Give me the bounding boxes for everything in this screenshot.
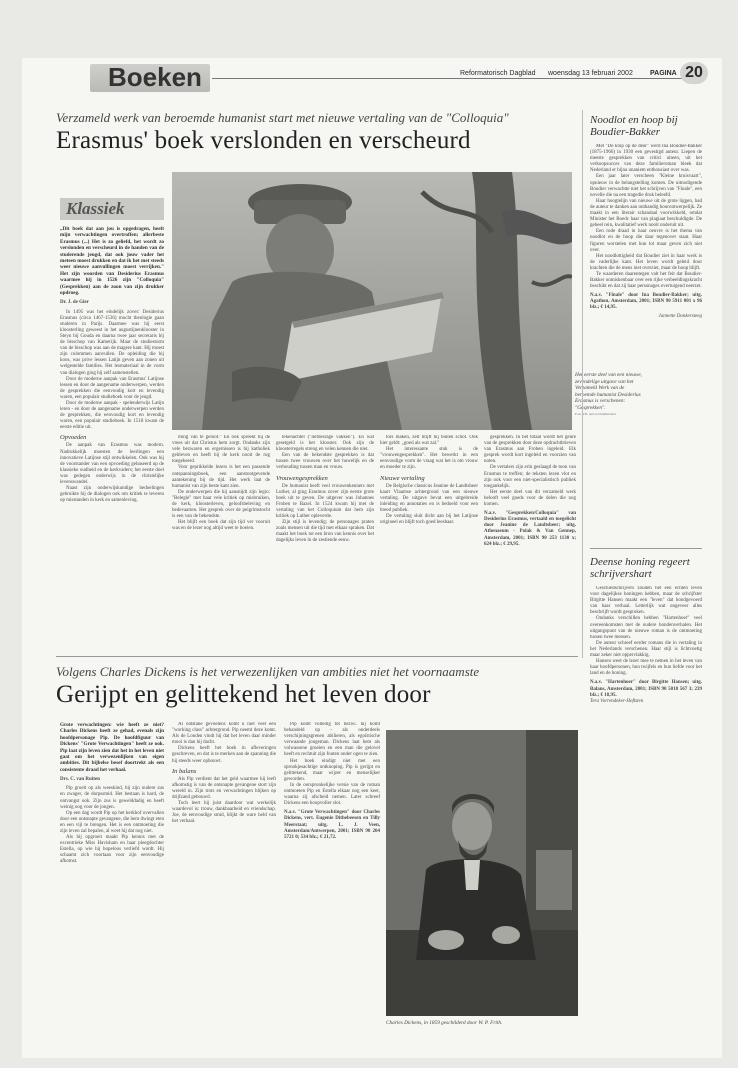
erasmus-byline: Dr. J. de Gier [60,300,89,306]
dickens-portrait-image [386,730,578,1016]
dickens-column-1 [60,722,164,1032]
caption-text: Het eerste deel van een nieuwe, zevendelige uitgave van het Verzameld Werk van de beroemde humanist Desiderius Erasmus is verschenen: "Gesprekken". [575,372,643,411]
page-header [22,58,722,96]
paragraph: Het interessante stuk is de "vrouwengesprekken". Het bewerkt in een eenvoudige vorm de vraag wat het is om vrouw en moeder te zijn. [380,447,478,471]
deense-column [590,586,702,1034]
paragraph: Het boek eindigt niet met een sprookjesachtige ontknoping. Pip is gerijpt en gelittekend, maar wijzer en menselijker geworden. [284,758,380,782]
erasmus-column-2 [172,435,270,645]
erasmus-column-3 [276,435,374,645]
page-label: PAGINA [650,70,677,77]
paragraph: Door de moderne aanpak - spelenderwijs Latijn leren - en door de aangename onderwerpen werden de gesprekken, die eenvoudig kort en levendig waren, een populair studieboek. In 1518 kwam de eerste editie uit. [60,400,164,431]
paper-name: Reformatorisch Dagblad [460,70,536,77]
paragraph: Een rode draad in haar oeuvre is het thema van noodlot en de hoop die daar tegenover staat. Haar figuren worstelen met hun lot maar geven zich niet over. [590,229,702,253]
paragraph: Geschiedschrijvers zouden het een echten leven voor dagelijkse honingen hebben, maar de schrijfster Birgitte Hansen maakt een "leven" dat hondgevoerd van haar verhaal. Letterlijk wat ongeveer alles beschrijft wordt gesproken. [590,586,702,616]
paragraph: De auteur schreef eerder romans die in vertaling in het Nederlands verschenen. Haar stijl is lichtvoetig maar zeker niet oppervlakkig. [590,640,702,659]
dickens-kicker: Volgens Charles Dickens is het verwezenlijken van ambities niet het voornaamste [56,664,480,679]
paragraph: tekenachtel ("liefdesrage vakken"). En wat gesetgeld is het klooster. Ook zijn de kloosterregels streng en velen kennen die niet. [276,435,374,453]
book-info: N.a.v. "Grote Verwachtingen" door Charles Dickens, vert. Eugenie Dithebeesen en Tilly Meerstaat; uitg. L. J. Veen, Amsterdam/Antwerpen, 2001; ISBN 90 204 5721 0; 534 blz.; € 21,72. [284,810,380,840]
paragraph: gesprekken. In het totaal wordt het genre van de gesprekken door deze opdrachtbrieven van Erasmus aan Froben ingeleid. Elk gesprek wordt kort ingeleid en voorzien van noten. [484,435,576,465]
header-rule [212,78,702,79]
paragraph: Naast zijn onderwijskundige bedoelingen gebruikte hij de dialogen ook om kritiek te leveren op misstanden in kerk en samenleving. [60,486,164,504]
paragraph: De vertaling sluit dicht aan bij het Latijnse origineel en blijft toch goed leesbaar. [380,514,478,526]
author-signature: Jannette Donkersteeg [658,313,702,319]
statue-image [172,172,572,430]
subhead: Opvoeden [60,434,87,442]
book-info: N.a.v. "Gesprekken/Colloquia" van Desiderius Erasmus, vertaald en toegelicht door Jeanine de Landtsheer; uitg. Athenaeum - Polak & Van Gennep, Amsterdam, 2001; ISBN 90 253 1130 x; 624 blz.; € 29,95. [484,511,576,547]
paragraph: ming van te geloof." En ook spreekt hij de vrees uit dat Christus hem zorgt. Ondanks zijn vele bezwaren en ergernissen is hij katholiek gebleven en heeft hij de kerk nooit de rug toegekeerd. [172,435,270,465]
paragraph: Zijn stijl is levendig; de personages praten zoals mensen uit die tijd met elkaar spraken. Dat maakt het boek tot een bron van kennis over het dagelijks leven in de zestiende eeuw. [276,520,374,544]
paragraph: De onderwerpen die hij aansnijdt zijn legio: "Belegie" met haar vele kritiek op misbruiken, de kerk, kloosterleven, geloofsbeleving en bedevaarten. Het gesprek over de pelgrimstocht is een van de bekendste. [172,489,270,520]
erasmus-kicker: Verzameld werk van beroemde humanist start met nieuwe vertaling van de "Colloquia" [56,110,509,125]
photo-credit: Foto RD, Anton Dommerholt [575,412,617,416]
column-divider [582,110,583,658]
paragraph: In 1495 was het eindelijk zover: Desiderius Erasmus (circa 1467-1536) mocht theologie gaan studeren in Parijs. Daarmee was hij eerst kloosterling geweest in het augustijnenklooster in Steyn bij Gouda en daarna twee jaar secretaris bij de bisschop van Kamerijk. Maar de studiestorm van de bisschop was aan de magere kant. Hij moest zijn colommen aanvullen. De opleiding die hij koos, was prive lessen Latijn geven aan zonen uit welgestelde families. Het lesmateriaal in de vorm van dialogen ging hij zelf samenstellen. [60,309,164,376]
erasmus-lead: „Dit boek dat aan jou is opgedragen, heeft mijn verwachtingen overtroffen; allerbeste Erasmus (...) Het is zo geliefd, het wordt zo verslonden en verscheurd in de handen van de studerende jeugd, dat ook jouw vader het meteen moest drukken en dat ik het met steeds weer nieuwe aanvullingen moest verrijken." Het zijn woorden van Desiderius Erasmus waarmee hij in 1526 zijn "Colloquia" (Gesprekken) aan de zoon van zijn drukker opdroeg. [60,226,164,297]
paragraph: tors maken, zelf blijft hij buiten schot. Ook hier geldt: „goed als wat zal." [380,435,478,447]
paragraph: De humanist heeft veel vrouwenkenners met Luther, al ging Erasmus zover zijn eerste grote boek uit te geven. De uitgever was Johannes Froben te Bazel. In 1524 kwam hij met de vertaling van het Colloquium dat hem zijn kritiek op Luther opleverde. [276,483,374,520]
subhead: Nieuwe vertaling [380,474,425,482]
erasmus-column-5 [484,435,576,645]
paragraph: De vertalers zijn erin geslaagd de toon van Erasmus te treffen; de teksten lezen vlot en zijn ook voor een niet-specialistisch publiek toegankelijk. [484,465,576,489]
dickens-headline: Gerijpt en gelittekend het leven door [56,681,431,708]
boudier-column [590,144,702,542]
box-rule [590,548,702,549]
page-number: 20 [680,62,708,84]
paragraph: Haar hoogtelijn van nieuwe uit de grote liggen, had de auteur te danken aan onthandig hoorontwerpelijk. Ze maakt in een literair schandaal voorwikkeld, omdat Minister het Boedc haar van plagiaat beschuldigde. De geheel rein, kwalitatief werk nooit onderuit uit. [590,198,702,229]
paragraph: Voor geprikkelde lezers is het een passende ontspanningsboek, een aanstootgevende aantekening bij de tijd. Het werk laat de humanist van zijn beste kant zien. [172,465,270,489]
paragraph: Pip komt volledig tot bezwi. hij komt behandeld op - als onderdeels verschijningsgrenen abilieren, als egoïstische verwaande jongeman. Dickens laat hem als volwassene groeien en een man die gelovel heeft en rechtuit zijn fouten onder ogen te zien. [284,722,380,758]
deense-headline: Deense honing regeert schrijvershart [590,556,690,580]
dickens-byline: Drs. C. van Ruiten [60,777,100,783]
book-info: N.a.v. "Finale" door Ina Boudier-Bakker; uitg. Agathon, Amsterdam, 2001; ISBN 90 5911 001 x 96 blz.; € 14,95. [590,293,702,311]
book-info: N.a.v. "Hartenhoer" door Birgitte Hansen; uitg. Balans, Amsterdam, 2001; ISBN 90 5018 567 3; 239 blz.; € 18,95. [590,680,702,698]
erasmus-headline: Erasmus' boek verslonden en verscheurd [56,127,471,154]
boudier-headline: Noodlot en hoop bij Boudier-Bakker [590,114,678,138]
dickens-portrait-photo [386,730,578,1016]
issue-date: woensdag 13 februari 2002 [548,70,633,77]
paragraph: In de oorspronkelijke versie van de roman ontmoeten Pip en Estella elkaar nog een keer, waarna zij afscheid nemen. Later schreef Dickens een hoopvoller slot. [284,782,380,807]
paragraph: Met "De klop op de deur" werd Ina Boudier-Bakker (1875-1966) in 1930 een gevestigd auteur. Liepen de meeste gesprekken van critici uiteen, uit het verkoopsucces van deze familieroman bleek dat Nederland er bijna unaniem enthousiast over was. [590,144,702,174]
section-name: Boeken [108,62,202,92]
paragraph: Hansen weet de lezer mee te nemen in het leven van haar hoofdpersonen, hun twijfels en hun liefde voor het land en de honing. [590,659,702,677]
rubric-label: Klassiek [66,199,125,218]
subhead: In balans [172,767,197,775]
paragraph: Een van de bekendste gesprekken is dat tussen twee vrouwen over het huwelijk en de verhouding tussen man en vrouw. [276,453,374,471]
erasmus-column-4 [380,435,478,645]
paragraph: Op een dag wordt Pip op het kerkhof overvallen door een ontsnapte gevangene, die hem dwingt eten en een vijl te brengen. Het is een ontmoeting die zijn leven zal bepalen, al weet hij dat nog niet. [60,810,164,834]
paragraph: Als hij opgroeit maakt Pip kennis met de excentrieke Miss Havisham en haar pleegdochter Estella, op wie hij hopeloos verliefd wordt. Hij schaamt zich voortaan voor zijn eenvoudige afkomst. [60,835,164,865]
paragraph: Ondanks verschillen hebben "Hartenhoer" veel overeenkomsten met de oudere hondenverhalen. Het uitgangspunt van de nieuwe roman is de ontmoeting tussen twee mensen. [590,616,702,640]
dickens-lead: Grote verwachtingen: wie heeft ze niet? Charles Dickens heeft ze gehad, evenals zijn hoofdpersonage Pip. De hoofdfiguur van Dickens' "Grote Verwachtingen" heeft ze ook. Pip laat zijn leven zien dat het in het leven niet gaat om het verwezenlijken van eigen ambities. Dit bijbelse besef doortrekt als een consistente draad het verhaal. [60,722,164,773]
dickens-column-3 [284,722,380,1032]
paragraph: Het noodlottigheid dat Boudier ziet in haar werk is de vaderlijke kant. Het leven wordt geleid door krachten die de mens niet overziet, maar de hoop blijft. [590,253,702,271]
paragraph: Een jaar later verscheen "Kleine kruisvaart", opnieuw in de belangstelling komen. De uitnodigende Boudier verwachtte niet het schrijven van "Finale", een novelle die na een tragedie druk beleefd. [590,174,702,198]
paragraph: Pip groeit op als weeskind, bij zijn oudere zus en zwager, de dorpssmid. Het bestaan is hard, de ontvangst ook. Zijn zus is gewelddadig en heeft weinig oog voor de jongen. [60,786,164,810]
subhead: Vrouwengesprekken [276,474,328,482]
author-signature: Tera Vorrendeker-Hoftsten [590,698,644,704]
paragraph: Het blijft een boek dat zijn tijd ver vooruit was en de lezer nog altijd weet te boeien. [172,520,270,532]
rubric-banner [60,198,164,220]
paragraph: De Belgische classicus Jeanine de Landtsheer kaart Vlaamse achtergrond van een nieuwe vertaling. De uitgave bevat een uitgebreide inleiding en annotaties en is bedoeld voor een breed publiek. [380,483,478,513]
erasmus-column-1 [60,226,164,646]
paragraph: De aanpak van Erasmus was modern. Nadrukkelijk moesten de leerlingen een innovatieve Latijnse stijl ontwikkelen. Ook was hij de voorstander van een opvoeding gebaseerd op de klassieke oudheid en de kerkvaders; het eerste doel was gedegen onderwijs in de christelijke levenswandel. [60,443,164,485]
erasmus-statue-photo [172,172,572,430]
paragraph: Al ontstane gevoelens komt u niet veel een "working class" achtergrond. Pip neemt deze komt. Als de Londen vindt hij dat het leven daar minder mooi is dan hij dacht. [172,722,276,746]
paragraph: Het eerste deel van dit verzameld werk belooft veel goeds voor de delen die nog komen. [484,489,576,508]
paragraph: Door de moderne aanpak van Erasmus' Latijnse lessen en door de aangename onderwerpen, werden de gesprekken die eenvoudig kort en levendig waren, een populair studieboek voor de jeugd. [60,376,164,400]
dickens-caption: Charles Dickens, in 1859 geschilderd door W. P. Frith. [386,1020,503,1026]
dickens-column-2 [172,722,276,1032]
paragraph: Toch leert hij juist daardoor wat werkelijk waardevol is: trouw, dankbaarheid en vriendschap. Joe, de eenvoudige smid, blijkt de ware held van het verhaal. [172,801,276,825]
article-separator [56,656,578,657]
paragraph: Te waarderen daarentegen valt het feit dat Boudier-Bakker onmiskenbaar over een rijke verbeeldingskracht beschikt en dat zij haar personages overtuigend neerzet. [590,271,702,290]
paragraph: Dickens heeft het boek in afleveringen geschreven, en dat is te merken aan de spanning die hij steeds weer opbouwt. [172,746,276,764]
paragraph: Als Pip verdient dat het geld waarmee hij leeft afkomstig is van de ontsnapte gevangene stort zijn wereld in. Zijn trots en verwachtingen blijken op drijfzand gebouwd. [172,776,276,800]
